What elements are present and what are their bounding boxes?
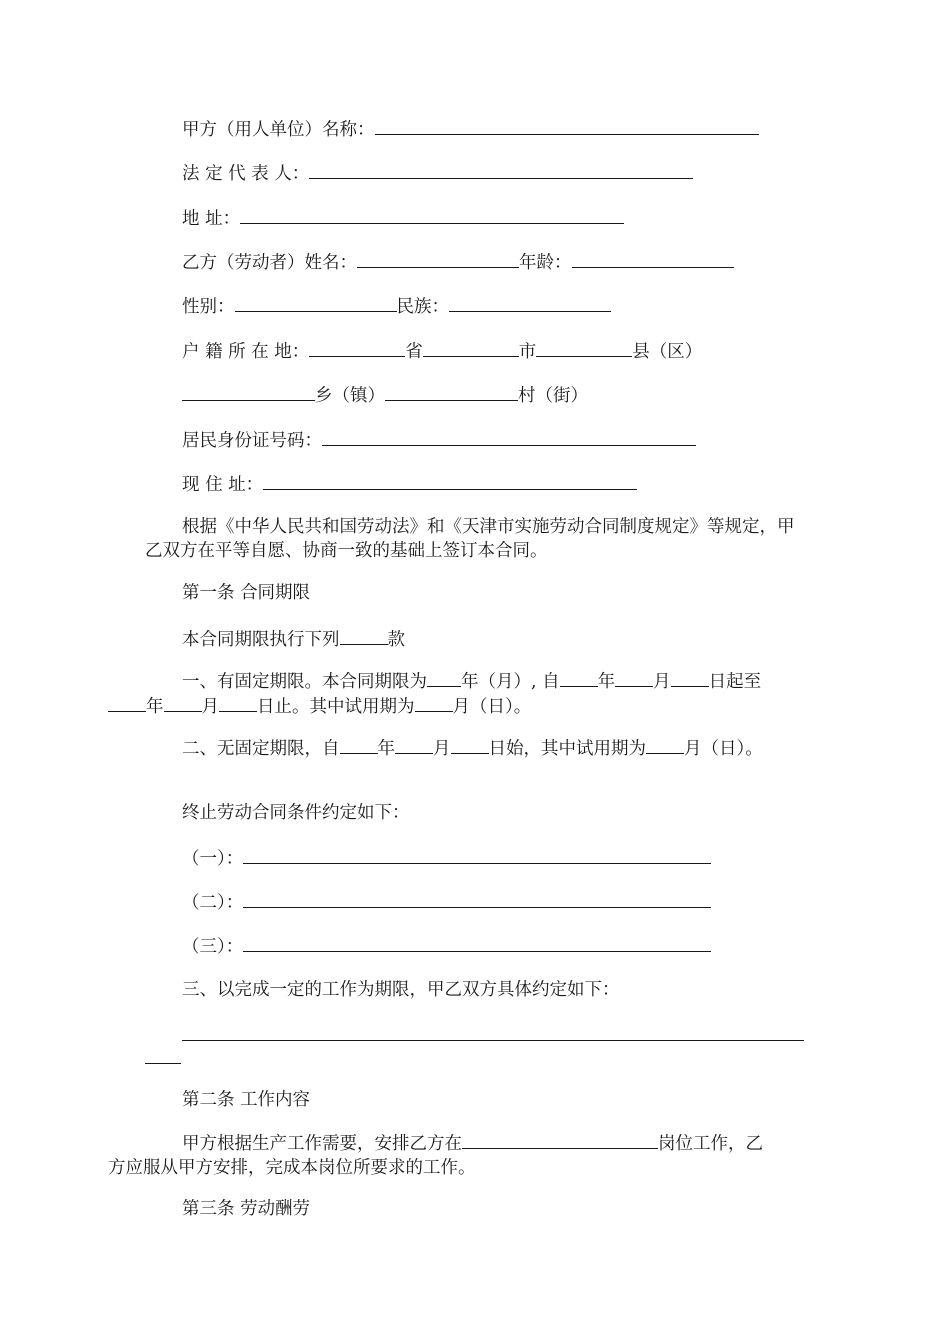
village-blank[interactable] [385,383,518,401]
open-day-blank[interactable] [451,736,489,754]
party-b-name-blank[interactable] [357,250,519,268]
town-label: 乡（镇） [315,386,385,406]
current-address-blank[interactable] [263,472,637,490]
condition-3-line [182,934,711,958]
city-blank[interactable] [423,339,519,357]
start-day-blank[interactable] [671,669,709,687]
condition-3-label: （三）： [182,937,244,957]
open-year-blank[interactable] [340,736,378,754]
party-b-name-line [182,250,734,274]
end-day-label: 日止。其中试用期为 [257,697,415,717]
address-blank[interactable] [240,206,624,224]
end-month-label: 月 [201,697,219,717]
hukou-label: 户 籍 所 在 地： [182,342,310,362]
condition-2-blank[interactable] [243,890,711,908]
end-year-blank[interactable] [108,694,146,712]
condition-1-line [182,846,711,870]
legal-rep-label: 法 定 代 表 人： [182,164,310,184]
province-blank[interactable] [309,339,405,357]
open-day-label: 日始，其中试用期为 [488,739,646,759]
condition-1-label: （一）： [182,849,244,869]
town-blank[interactable] [182,383,315,401]
article2-title: 第二条 工作内容 [182,1090,311,1110]
party-a-name-blank[interactable] [375,117,759,135]
ethnicity-label: 民族： [396,297,449,317]
article3-title: 第三条 劳动酬劳 [182,1199,311,1219]
town-line [182,383,588,407]
termination-label: 终止劳动合同条件约定如下： [182,803,410,823]
end-day-blank[interactable] [219,694,257,712]
condition-2-label: （二）： [182,893,244,913]
gender-label: 性别： [182,297,235,317]
end-year-label: 年 [146,697,164,717]
term-years-blank[interactable] [427,669,461,687]
article2-text-c: 方应服从甲方安排，完成本岗位所要求的工作。 [108,1158,476,1178]
article1-title: 第一条 合同期限 [182,583,311,603]
article2-text-a: 甲方根据生产工作需要，安排乙方在 [182,1134,462,1154]
party-b-name-label: 乙方（劳动者）姓名： [182,253,357,273]
condition-2-line [182,890,711,914]
end-month-blank[interactable] [164,694,202,712]
article1-intro-text: 本合同期限执行下列 [182,630,340,650]
probation-blank[interactable] [415,694,453,712]
task-term-blank-1[interactable] [182,1040,804,1041]
id-label: 居民身份证号码： [182,431,322,451]
article1-intro [182,627,405,651]
address-label: 地 址： [182,209,241,229]
open-year-label: 年 [377,739,395,759]
county-blank[interactable] [536,339,632,357]
province-label: 省 [405,342,423,362]
open-month-label: 月 [433,739,451,759]
open-probation-blank[interactable] [646,736,684,754]
article2-paragraph [108,1131,805,1180]
age-blank[interactable] [572,250,734,268]
gender-line [182,294,611,318]
open-term-line [182,736,763,760]
age-label: 年龄： [519,253,572,273]
village-label: 村（街） [518,386,588,406]
legal-rep-blank[interactable] [309,161,693,179]
start-day-label: 日起至 [708,672,762,692]
party-a-name-line [182,117,759,141]
county-label: 县（区） [632,342,703,362]
fixed-term-text: 一、有固定期限。本合同期限为 [182,672,427,692]
preamble: 根据《中华人民共和国劳动法》和《天津市实施劳动合同制度规定》等规定，甲乙双方在平等自愿、协商一致的基础上签订本合同。 [145,517,795,561]
current-address-label: 现 住 址： [182,475,264,495]
id-line [182,428,696,452]
start-year-blank[interactable] [560,669,598,687]
start-year-label: 年 [597,672,616,692]
condition-1-blank[interactable] [243,846,711,864]
clause-choice-blank[interactable] [340,627,388,645]
hukou-line [182,339,702,363]
fixed-term-paragraph [145,669,805,719]
task-term-blank-2[interactable] [145,1063,181,1064]
start-month-label: 月 [653,672,671,692]
legal-rep-line [182,161,693,185]
open-term-text: 二、无固定期限，自 [182,739,340,759]
open-month-blank[interactable] [395,736,433,754]
article1-intro-suffix: 款 [387,630,405,650]
city-label: 市 [518,342,537,362]
open-probation-unit: 月（日）。 [684,739,763,759]
current-address-line [182,472,637,496]
id-blank[interactable] [322,428,696,446]
gender-blank[interactable] [235,294,397,312]
ethnicity-blank[interactable] [449,294,611,312]
condition-3-blank[interactable] [243,934,711,952]
fixed-term-unit: 年（月）, 自 [461,672,560,692]
article2-text-b: 岗位工作，乙 [658,1134,763,1154]
task-term-line: 三、以完成一定的工作为期限，甲乙双方具体约定如下： [182,980,620,1000]
address-line [182,206,624,230]
position-blank[interactable] [462,1131,658,1149]
start-month-blank[interactable] [615,669,653,687]
party-a-name-label: 甲方（用人单位）名称： [182,120,375,140]
probation-unit: 月（日）。 [452,697,532,717]
